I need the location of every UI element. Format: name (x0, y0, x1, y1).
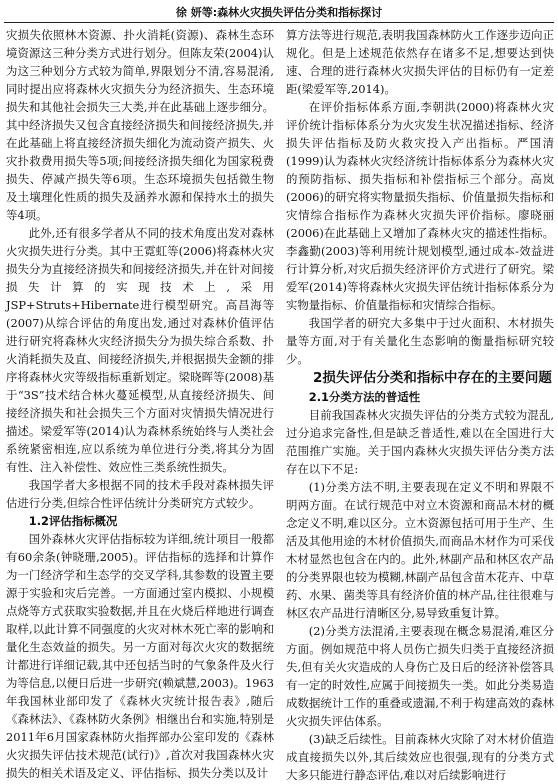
subsection-heading: 2.1分类方法的普适性 (308, 390, 421, 404)
paragraph: 此外,还有很多学者从不同的技术角度出发对森林火灾损失进行分类。其中王霓虹等(2006)将森林火灾损失分为直接经济损失和间接经济损失,并在针对间接损失计算的实现技术上,采用JSP+Struts+Hibernate进行模型研究。高昌海等(2007)从综合评估的角度出发,通过对森林价值评估进行研究将森林火灾经济损失分为损失综合系数、扑火消耗损失及直、间接经济损失,并根据损失金额的排序将森林火灾等级指标重新划定。梁晓晖等(2008)基于“3S”技术结合林火蔓延模型,从直接经济损失、间接经济损失和社会损失三个方面对灾情损失情况进行描述。梁爱军等(2014)认为森林系统始终与人类社会系统紧密相连,应以系统为单位进行分类,将其分为固有性、注入补偿性、效应性三类系统性损失。 (6, 226, 274, 474)
paragraph: 算方法等进行规范,表明我国森林防火工作逐步迈向正规化。但是上述规范依然存在诸多不足,想要达到快速、合理的进行森林火灾损失评估的目标仍有一定差距(梁爱军等,2014)。 (286, 28, 554, 96)
paragraph: 国外森林火灾评估指标较为详细,统计项目一般都有60余条(钟晓珊,2005)。评估指标的选择和计算作为一门经济学和生态学的交叉学科,其参数的设置主要源于实验和灾后完善。一方面通过室内模拟、小规模点烧等方式获取实验数据,并且在火烧后样地进行调查取样,以此计算不同强度的火灾对林木死亡率的影响和量化生态效益的损失。另一方面对每次火灾的数据统计都进行详细记载,其中还包括当时的气象条件及火行为等信息,以便日后进一步研究(赖斌慧,2003)。1963年我国林业部印发了《森林火灾统计报告表》,随后《森林法》、《森林防火条例》相继出台和实施,特别是2011年6月国家森林防火指挥部办公室印发的《森林火灾损失评估技术规范(试行)》,首次对我国森林火灾损失的相关术语及定义、评估指标、损失分类以及计 (6, 532, 274, 780)
section-heading: 2损失评估分类和指标中存在的主要问题 (313, 370, 552, 386)
subsection-heading: 1.2评估指标概况 (28, 514, 118, 528)
paragraph: 在评价指标体系方面,李朝洪(2000)将森林火灾评价统计指标体系分为火灾发生状况描述指标、经济损失评估指标及防火救灾投入产出指标。严国清(1999)认为森林火灾经济统计指标体系分为森林火灾的预防指标、损失指标和补偿指标三个部分。高岚(2006)的研究将实物量损失指标、价值量损失指标和灾情综合指标作为森林火灾损失评价指标。廖晓丽(2006)在此基础上又增加了森林火灾的描述性指标。李鑫勤(2003)等利用统计规划模型,通过成本-效益进行计算分析,对灾后损失经济评价方式进行了研究。梁爱军(2014)等将森林火灾损失评估统计指标体系分为实物量指标、价值量指标和灾情综合指标。 (286, 100, 554, 312)
paragraph: 目前我国森林火灾损失评估的分类方式较为混乱,过分追求完备性,但是缺乏普适性,难以在全国进行大范围推广实施。关于国内森林火灾损失评估分类方法存在以下不足: (286, 408, 554, 476)
paragraph: (1)分类方法不明,主要表现在定义不明和界限不明两方面。在试行规范中对立木资源和商品木材的概念定义不明,难以区分。立木资源包括可用于生产、生活及其他用途的木材价值损失,而商品木材作为可采伐木材显然也包含在内的。此外,林副产品和林区农产品的分类界限也较为模糊,林副产品包含苗木花卉、中草药、水果、菌类等具有经济价值的林产品,往往很难与林区农产品进行清晰区分,易导致重复计算。 (286, 480, 554, 620)
paragraph: 我国学者的研究大多集中于过火面积、木材损失量等方面,对于有关量化生态影响的衡量指标研究较少。 (286, 316, 554, 366)
paragraph: (3)缺乏后续性。目前森林火灾除了对木材价值造成直接损失以外,其后续效应也很强,现有的分类方式大多只能进行静态评估,难以对后续影响进行 (286, 732, 554, 782)
left-column (6, 26, 274, 782)
paragraph: 我国学者大多根据不同的技术手段对森林损失评估进行分类,但综合性评估统计分类研究方式较少。 (6, 478, 274, 510)
paragraph: (2)分类方法混淆,主要表现在概念易混淆,难区分方面。例如规范中将人员伤亡损失归类于直接经济损失,但有关火灾造成的人身伤亡及日后的经济补偿答具有一定的时效性,应属于间接损失一类。如此分类易造成数据统计工作的重叠或遗漏,不利于构建高效的森林火灾损失评估体系。 (286, 624, 554, 728)
running-head: 徐 妍等:森林火灾损失评估分类和指标探讨 (175, 6, 383, 19)
header-rule (4, 22, 554, 23)
right-column (286, 26, 554, 784)
paragraph: 灾损失依照林木资源、扑火消耗(资源)、森林生态环境资源这三种分类方式进行划分。但陈友荣(2004)认为这三种划分方式较为简单,界限划分不清,容易混淆,同时提出应将森林火灾损失分为经济损失、生态环境损失和其他社会损失三大类,并在此基础上逐步细分。其中经济损失又包含直接经济损失和间接经济损失,并在此基础上将直接经济损失细化为流动资产损失、火灾扑救费用损失等5项;间接经济损失细化为国家税费损失、停减产损失等6项。生态环境损失包括微生物及土壤理化性质的损失及涵养水源和保持水土的损失等4项。 (6, 28, 274, 222)
